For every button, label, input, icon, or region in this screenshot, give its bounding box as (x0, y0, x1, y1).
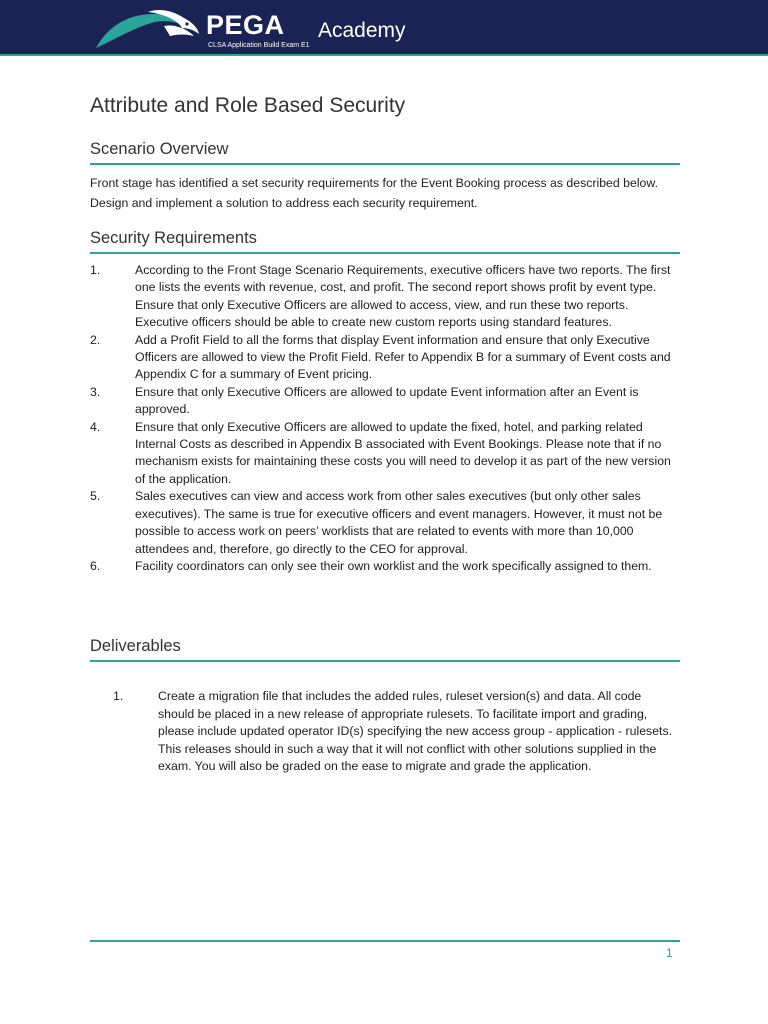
deliverables-list (113, 688, 678, 776)
scenario-rule (90, 163, 680, 165)
scenario-line: Front stage has identified a set security requirements for the Event Booking process as described below. (90, 176, 659, 190)
item-number: 4. (90, 419, 101, 434)
page-number: 1 (666, 946, 673, 960)
list-item (90, 558, 682, 575)
pega-logo-icon (94, 8, 200, 50)
footer-rule (90, 940, 680, 942)
item-number: 3. (90, 384, 101, 399)
exam-subtitle: CLSA Application Build Exam E1 (208, 42, 310, 49)
item-text: Facility coordinators can only see their own worklist and the work specifically assigned to them. (135, 558, 652, 573)
list-item (113, 688, 678, 776)
item-text: Add a Profit Field to all the forms that display Event information and ensure that only Executive Officers are allowed to view the Profit Field. Refer to Appendix B for a summary of Event costs and Appendix C for a summary of Event pricing. (135, 332, 671, 382)
list-item (90, 419, 682, 489)
requirements-list (90, 262, 682, 575)
brand-academy: Academy (318, 19, 406, 42)
item-text: Create a migration file that includes the added rules, ruleset version(s) and data. All code should be placed in a new release of appropriate rulesets. To facilitate import and grading, please include updated operator ID(s) specifying the new access group - application - rulesets. This releases should in such a way that it will not conflict with other solutions supplied in the exam. You will also be graded on the ease to migrate and grade the application. (158, 689, 673, 774)
header-band (0, 0, 768, 56)
item-text: Sales executives can view and access work from other sales executives (but only other sales executives). The same is true for executive officers and event managers. However, it must not be possible to access work on peers’ worklists that are related to events with more than 10,000 attendees and, therefore, go directly to the CEO for approval. (135, 489, 663, 556)
deliverables-heading: Deliverables (90, 637, 181, 655)
item-text: Ensure that only Executive Officers are allowed to update Event information after an Event is approved. (135, 384, 639, 417)
requirements-heading: Security Requirements (90, 229, 257, 247)
scenario-line: Design and implement a solution to address each security requirement. (90, 196, 478, 210)
item-number: 1. (113, 689, 124, 703)
list-item (90, 488, 682, 558)
item-number: 2. (90, 332, 101, 347)
list-item (90, 262, 682, 332)
brand-name: PEGA (206, 10, 285, 40)
item-number: 5. (90, 489, 101, 504)
list-item (90, 384, 682, 419)
deliverables-rule (90, 660, 680, 662)
item-text: Ensure that only Executive Officers are allowed to update the fixed, hotel, and parking related Internal Costs as described in Appendix B associated with Event Bookings. Please note that if no mechanism exists for maintaining these costs you will need to develop it as part of the new version of the application. (135, 419, 671, 486)
page-title: Attribute and Role Based Security (90, 94, 406, 117)
item-text: According to the Front Stage Scenario Requirements, executive officers have two reports. The first one lists the events with revenue, cost, and profit. The second report shows profit by event type. Ensure that only Executive Officers are allowed to access, view, and run these two reports. Executive officers should be able to create new custom reports using standard features. (135, 263, 671, 330)
scenario-text (90, 173, 682, 213)
requirements-rule (90, 252, 680, 254)
item-number: 6. (90, 558, 101, 573)
item-number: 1. (90, 263, 101, 277)
scenario-heading: Scenario Overview (90, 140, 229, 158)
list-item (90, 332, 682, 384)
